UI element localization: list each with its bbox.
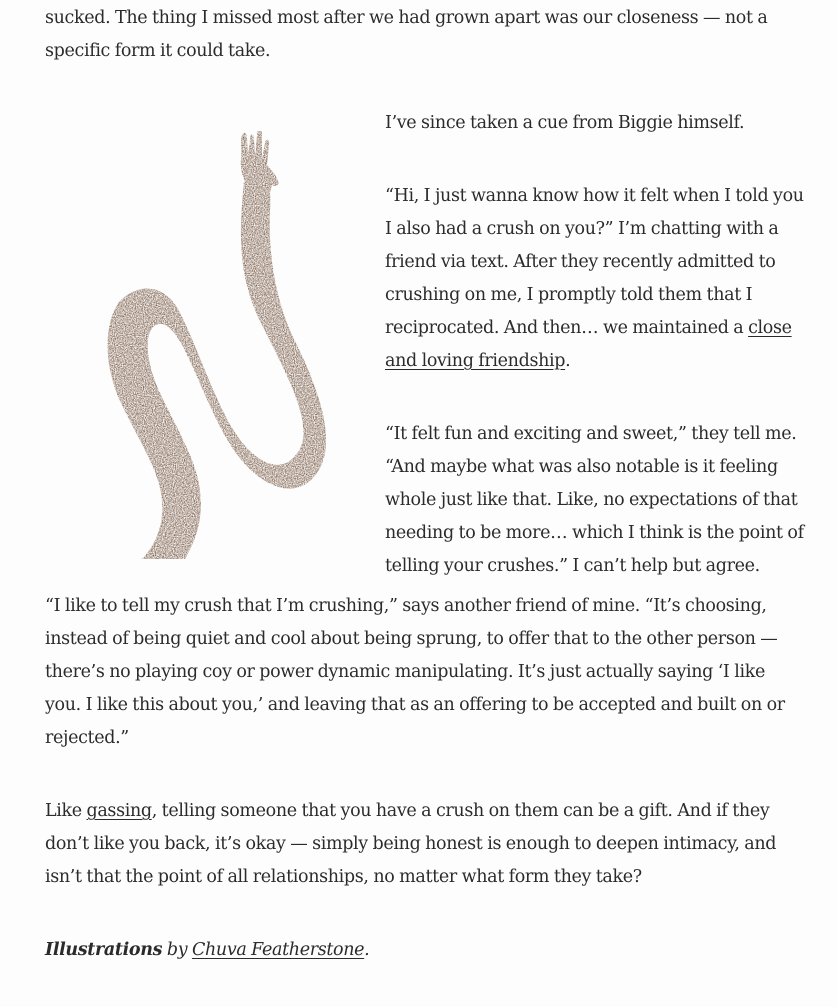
gassing-link[interactable]: gassing xyxy=(86,801,152,821)
closing-paragraph xyxy=(45,795,805,894)
crush-text-paragraph xyxy=(385,180,805,378)
figure-row xyxy=(45,107,805,576)
side-text-column xyxy=(385,107,805,623)
friend-quote-paragraph: “I like to tell my crush that I’m crushing,” says another friend of mine. “It’s choosing, instead of being quiet and cool about being sprung, to offer that to the other person — there’s no playing coy or power dynamic manipulating. It’s just actually saying ‘I like you. I like this about you,’ and leaving that as an offering to be accepted and built on or rejected.” xyxy=(45,596,785,748)
hand-shape xyxy=(241,131,279,209)
credit-by: by xyxy=(162,940,192,960)
crush-text-start: “Hi, I just wanna know how it felt when I told you I also had a crush on you?” I’m chatting with a friend via text. After they recently admitted to crushing on me, I promptly told them that I reciprocated. And then… we maintained a xyxy=(385,186,804,338)
arm-shape xyxy=(108,171,326,559)
raised-arm-squiggle-illustration xyxy=(100,131,330,559)
closing-start: Like xyxy=(45,801,87,821)
credit-label: Illustrations xyxy=(45,940,163,960)
crush-text-end: . xyxy=(565,351,571,371)
biggie-paragraph: I’ve since taken a cue from Biggie himself. xyxy=(385,113,745,133)
fun-exciting-paragraph: “It felt fun and exciting and sweet,” they tell me. “And maybe what was also notable is it feeling whole just like that. Like, no expectations of that needing to be more… which I think is the point of telling your crushes.” I can’t help but agree. xyxy=(385,424,804,576)
intro-paragraph: sucked. The thing I missed most after we had grown apart was our closeness — not a specific form it could take. xyxy=(45,8,768,61)
closing-rest: , telling someone that you have a crush on them can be a gift. And if they don’t like you back, it’s okay — simply being honest is enough to deepen intimacy, and isn’t that the point of all relationships, no matter what form they take? xyxy=(45,801,777,887)
credit-end: . xyxy=(364,940,370,960)
close-friendship-link[interactable]: close and loving friendship xyxy=(385,318,792,371)
artist-link[interactable]: Chuva Featherstone xyxy=(191,940,365,960)
lower-text xyxy=(45,590,805,1007)
illustration-credit xyxy=(45,934,805,967)
